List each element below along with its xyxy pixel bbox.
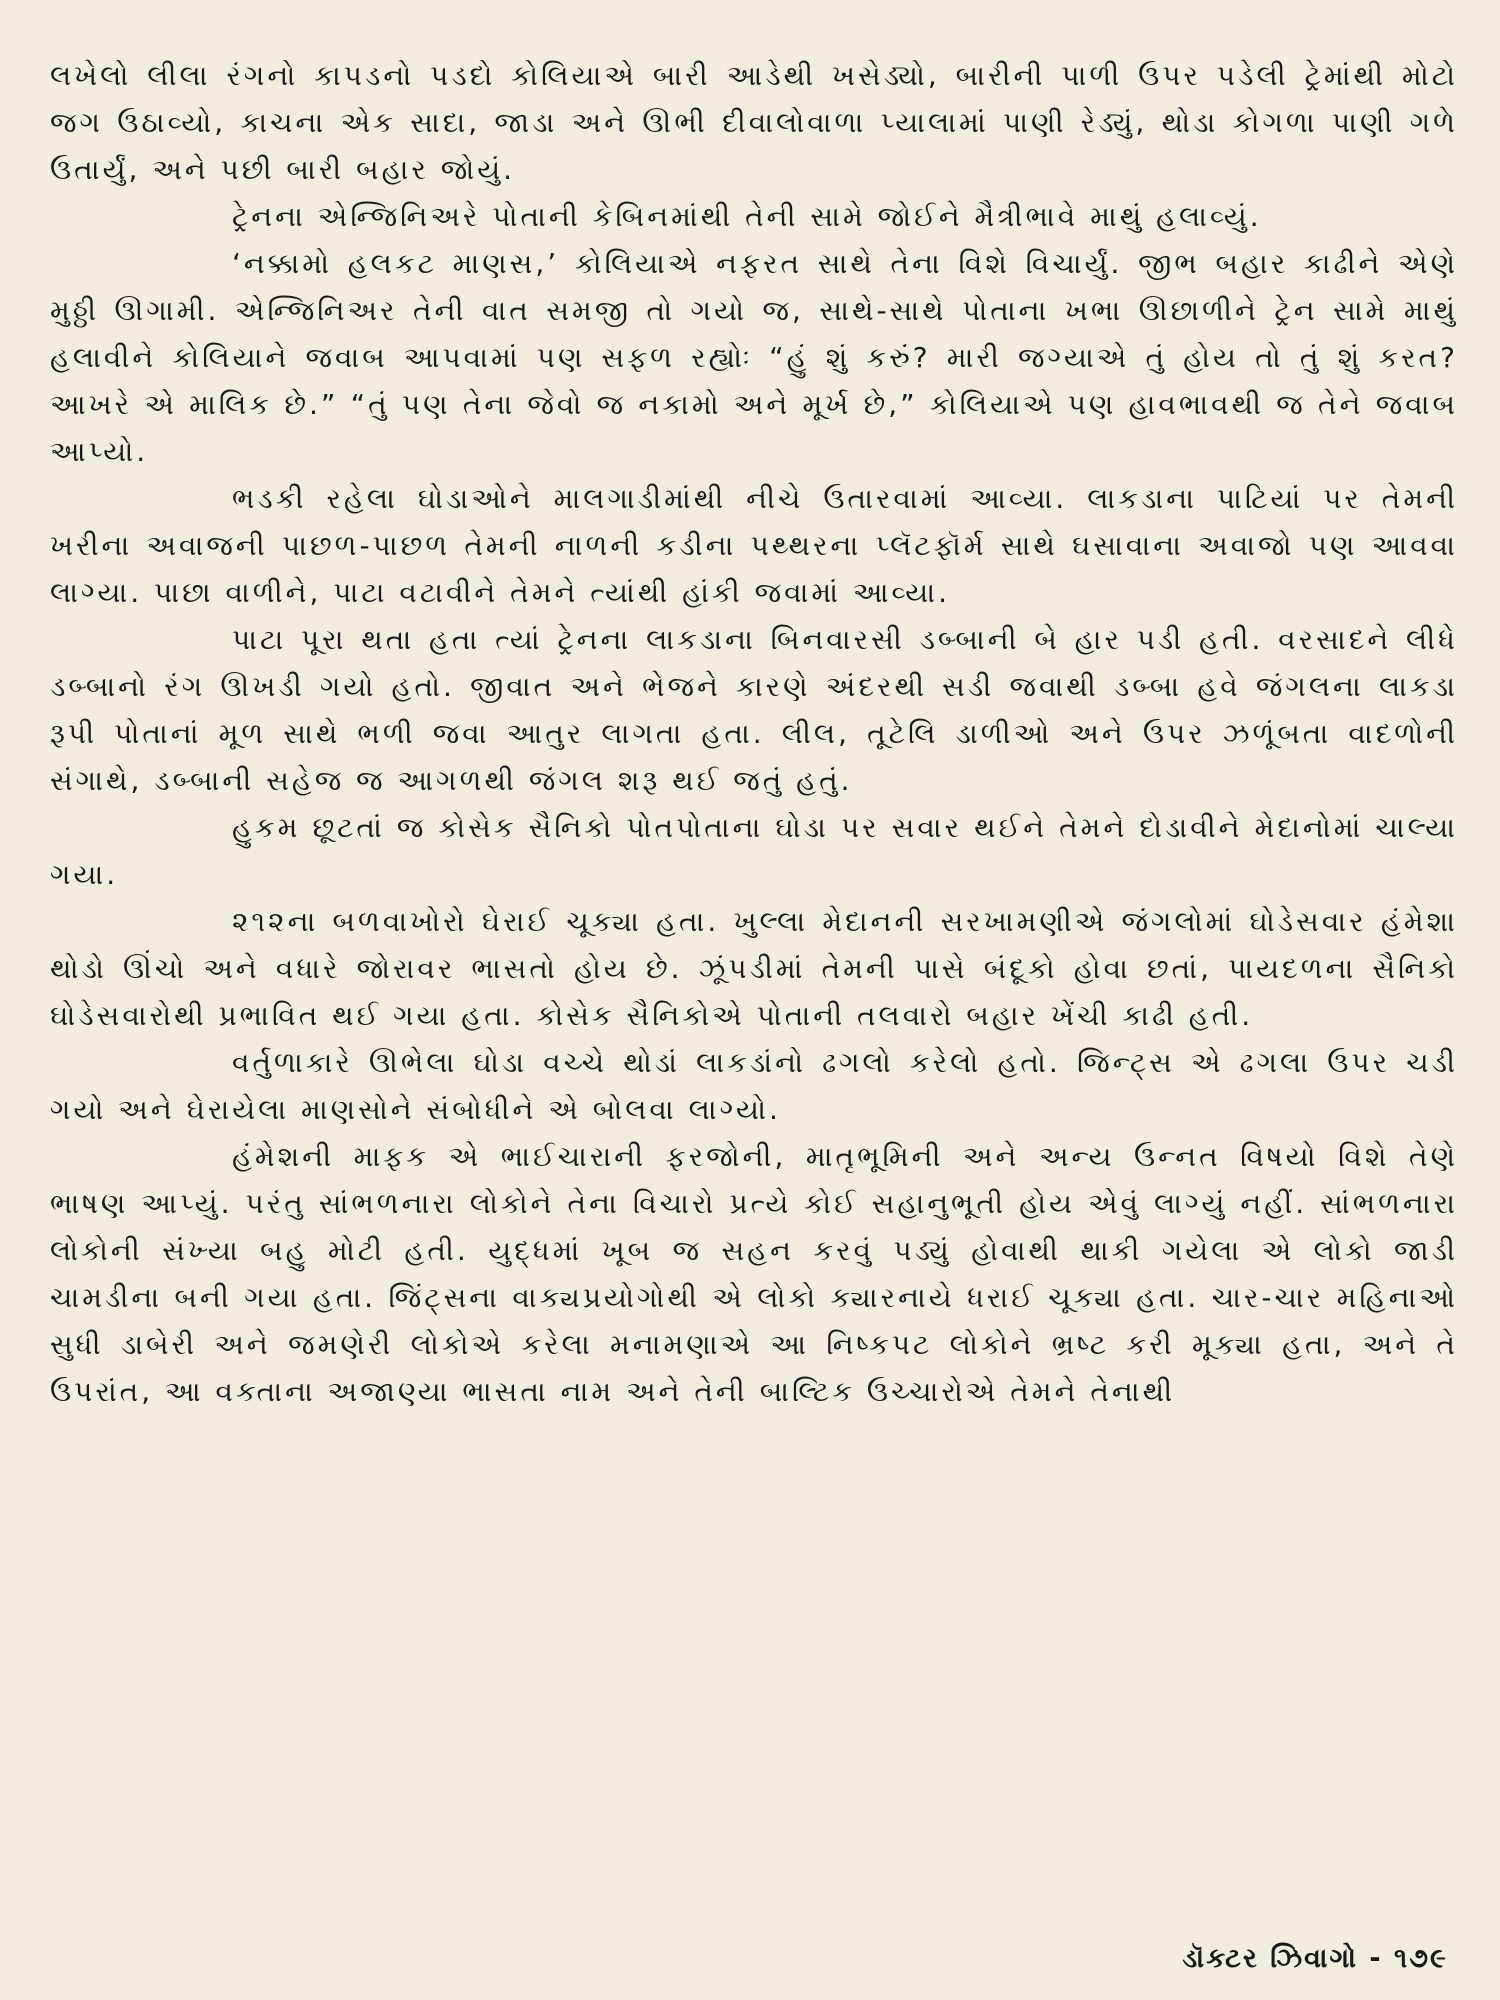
paragraph-6: હુકમ છૂટતાં જ કોસેક સૈનિકો પોતપોતાના ઘોડા પર સવાર થઈને તેમને દોડાવીને મેદાનોમાં ચાલ્યા ગયા. — [50, 811, 1458, 891]
paragraph-3: ‘નક્કામો હલકટ માણસ,’ કોલિયાએ નફરત સાથે તેના વિશે વિચાર્યું. જીભ બહાર કાઢીને એણે મુઠ્ઠી ઊગામી. એન્જિનિઅર તેની વાત સમજી તો ગયો જ, સાથે-સાથે પોતાના ખભા ઊછાળીને ટ્રેન સામે માથું હલાવીને કોલિયાને જવાબ આપવામાં પણ સફળ રહ્યોઃ “હું શું કરું? મારી જગ્યાએ તું હોય તો તું શું કરત? આખરે એ માલિક છે.” “તું પણ તેના જેવો જ નકામો અને મૂર્ખ છે,” કોલિયાએ પણ હાવભાવથી જ તેને જવાબ આપ્યો. — [50, 247, 1458, 468]
page-number: ૧૭૯ — [1394, 1943, 1448, 1974]
paragraph-5: પાટા પૂરા થતા હતા ત્યાં ટ્રેનના લાકડાના બિનવારસી ડબ્બાની બે હાર પડી હતી. વરસાદને લીધે ડબ્બાનો રંગ ઊખડી ગયો હતો. જીવાત અને ભેજને કારણે અંદરથી સડી જવાથી ડબ્બા હવે જંગલના લાકડા રૂપી પોતાનાં મૂળ સાથે ભળી જવા આતુર લાગતા હતા. લીલ, તૂટેલિ ડાળીઓ અને ઉપર ઝળૂંબતા વાદળોની સંગાથે, ડબ્બાની સહેજ જ આગળથી જંગલ શરૂ થઈ જતું હતું. — [50, 623, 1458, 797]
paragraph-4: ભડકી રહેલા ઘોડાઓને માલગાડીમાંથી નીચે ઉતારવામાં આવ્યા. લાકડાના પાટિયાં પર તેમની ખરીના અવાજની પાછળ-પાછળ તેમની નાળની કડીના પથ્થરના પ્લૅટફૉર્મ સાથે ઘસાવાના અવાજો પણ આવવા લાગ્યા. પાછા વાળીને, પાટા વટાવીને તેમને ત્યાંથી હાંકી જવામાં આવ્યા. — [50, 482, 1458, 609]
body-text — [50, 52, 1458, 1415]
paragraph-1: લખેલો લીલા રંગનો કાપડનો પડદો કોલિયાએ બારી આડેથી ખસેડ્યો, બારીની પાળી ઉપર પડેલી ટ્રેમાંથી મોટો જગ ઉઠાવ્યો, કાચના એક સાદા, જાડા અને ઊભી દીવાલોવાળા પ્યાલામાં પાણી રેડ્યું, થોડા કોગળા પાણી ગળે ઉતાર્યું, અને પછી બારી બહાર જોયું. — [50, 59, 1458, 186]
footer-separator: - — [1358, 1943, 1395, 1974]
running-title: ડૉક્ટર ઝિવાગો — [1182, 1943, 1358, 1974]
paragraph-2: ટ્રેનના એન્જિનિઅરે પોતાની કેબિનમાંથી તેની સામે જોઈને મૈત્રીભાવે માથું હલાવ્યું. — [232, 200, 1262, 233]
paragraph-9: હંમેશની માફક એ ભાઈચારાની ફરજોની, માતૃભૂમિની અને અન્ય ઉન્નત વિષયો વિશે તેણે ભાષણ આપ્યું. પરંતુ સાંભળનારા લોકોને તેના વિચારો પ્રત્યે કોઈ સહાનુભૂતી હોય એવું લાગ્યું નહીં. સાંભળનારા લોકોની સંખ્યા બહુ મોટી હતી. યુદ્ધમાં ખૂબ જ સહન કરવું પડ્યું હોવાથી થાકી ગયેલા એ લોકો જાડી ચામડીના બની ગયા હતા. જિંટ્સના વાક્યપ્રયોગોથી એ લોકો ક્યારનાયે ધરાઈ ચૂક્યા હતા. ચાર-ચાર મહિનાઓ સુધી ડાબેરી અને જમણેરી લોકોએ કરેલા મનામણાએ આ નિષ્કપટ લોકોને ભ્રષ્ટ કરી મૂક્યા હતા, અને તે ઉપરાંત, આ વક્તાના અજાણ્યા ભાસતા નામ અને તેની બાલ્ટિક ઉચ્ચારોએ તેમને તેનાથી — [50, 1140, 1458, 1408]
paragraph-8: વર્તુળાકારે ઊભેલા ઘોડા વચ્ચે થોડાં લાકડાંનો ઢગલો કરેલો હતો. જિન્ટ્સ એ ઢગલા ઉપર ચડી ગયો અને ઘેરાયેલા માણસોને સંબોધીને એ બોલવા લાગ્યો. — [50, 1046, 1458, 1126]
paragraph-7: ૨૧૨ના બળવાખોરો ઘેરાઈ ચૂક્યા હતા. ખુલ્લા મેદાનની સરખામણીએ જંગલોમાં ઘોડેસવાર હંમેશા થોડો ઊંચો અને વધારે જોરાવર ભાસતો હોય છે. ઝૂંપડીમાં તેમની પાસે બંદૂકો હોવા છતાં, પાયદળના સૈનિકો ઘોડેસવારોથી પ્રભાવિત થઈ ગયા હતા. કોસેક સૈનિકોએ પોતાની તલવારો બહાર ખેંચી કાઢી હતી. — [50, 905, 1458, 1032]
page-footer — [1182, 1943, 1448, 1975]
